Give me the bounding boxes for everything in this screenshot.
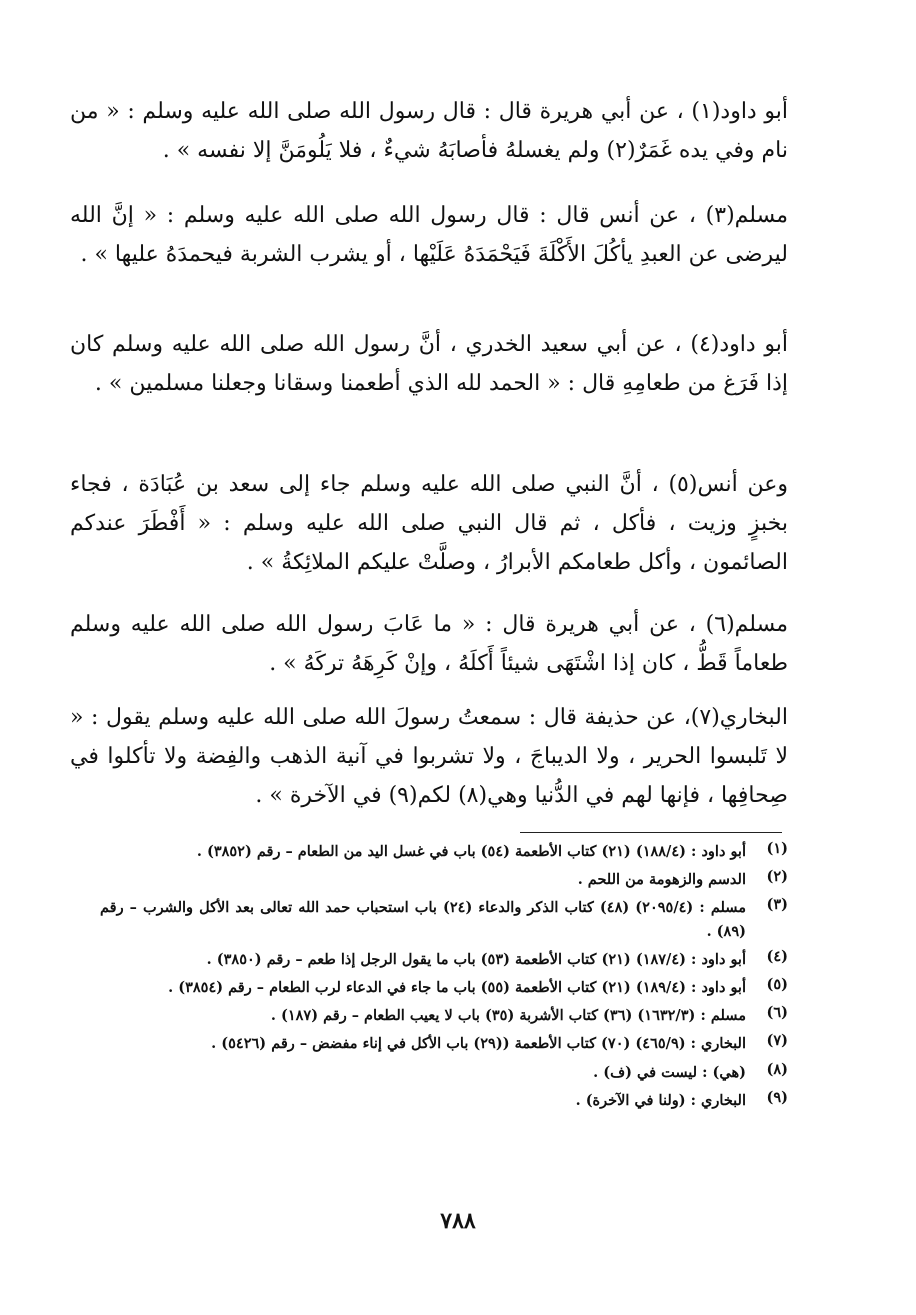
footnote-5 xyxy=(100,976,788,999)
hadith-paragraph-4: وعن أنس(٥) ، أنَّ النبي صلى الله عليه وسلم جاء إلى سعد بن عُبَادَة ، فجاء بخبزٍ وزيت ، فأكل ، ثم قال النبي صلى الله عليه وسلم : « أَفْطَرَ عندكم الصائمون ، وأكل طعامكم الأبرارُ ، وصلَّتْ عليكم الملائِكةُ » . xyxy=(70,472,789,576)
footnote-text: البخاري : (ولنا في الآخرة) . xyxy=(575,1091,746,1109)
footnote-number: (١) xyxy=(766,840,788,857)
footnote-7 xyxy=(100,1032,788,1055)
hadith-paragraph-1: أبو داود(١) ، عن أبي هريرة قال : قال رسول الله صلى الله عليه وسلم : « من نام وفي يده غَمَرٌ(٢) ولم يغسلهُ فأصابَهُ شيءٌ ، فلا يَلُومَنَّ إلا نفسه » . xyxy=(70,99,788,164)
footnotes xyxy=(100,840,788,1117)
footnote-4 xyxy=(100,948,788,971)
footnote-number: (٣) xyxy=(766,896,788,914)
footnote-text: مسلم : (١٦٣٢/٣) (٣٦) كتاب الأشربة (٣٥) باب لا يعيب الطعام – رقم (١٨٧) . xyxy=(270,1007,746,1025)
page-number: ٧٨٨ xyxy=(440,1208,476,1234)
footnote-text: الدسم والزهومة من اللحم . xyxy=(577,871,746,889)
footnote-8 xyxy=(100,1061,788,1084)
hadith-paragraph-6: البخاري(٧)، عن حذيفة قال : سمعتُ رسولَ الله صلى الله عليه وسلم يقول : « لا تَلبسوا الحرير ، ولا الديباجَ ، ولا تشربوا في آنية الذهب والفِضة ولا تأكلوا في صِحافِها ، فإنها لهم في الدُّنيا وهي(٨) لكم(٩) في الآخرة » . xyxy=(70,705,788,809)
hadith-paragraph-5: مسلم(٦) ، عن أبي هريرة قال : « ما عَابَ رسول الله صلى الله عليه وسلم طعاماً قَطُّ ، كان إذا اشْتَهَى شيئاً أَكلَهُ ، وإنْ كَرِهَهُ تركَهُ » . xyxy=(70,612,788,677)
footnote-number: (٧) xyxy=(766,1032,788,1050)
footnote-text: أبو داود : (١٨٧/٤) (٢١) كتاب الأطعمة (٥٣) باب ما يقول الرجل إذا طعم – رقم (٣٨٥٠) . xyxy=(206,950,746,968)
footnote-2 xyxy=(100,868,788,891)
footnote-text: أبو داود : (١٨٨/٤) (٢١) كتاب الأطعمة (٥٤) باب في غسل اليد من الطعام – رقم (٣٨٥٢) . xyxy=(196,843,746,860)
footnote-text: أبو داود : (١٨٩/٤) (٢١) كتاب الأطعمة (٥٥) باب ما جاء في الدعاء لرب الطعام – رقم (٣٨٥٤) . xyxy=(168,978,746,996)
hadith-paragraph-3: أبو داود(٤) ، عن أبي سعيد الخدري ، أنَّ رسول الله صلى الله عليه وسلم كان إذا فَرَغ من طعامِهِ قال : « الحمد لله الذي أطعمنا وسقانا وجعلنا مسلمين » . xyxy=(70,332,789,397)
footnote-number: (٤) xyxy=(766,947,788,965)
footnote-number: (٨) xyxy=(766,1060,788,1078)
footnote-divider xyxy=(520,832,782,833)
hadith-paragraph-2: مسلم(٣) ، عن أنس قال : قال رسول الله صلى الله عليه وسلم : « إنَّ الله ليرضى عن العبدِ يأكُلَ الأَكْلَةَ فَيَحْمَدَهُ عَلَيْها ، أو يشرب الشربة فيحمدَهُ عليها » . xyxy=(70,203,788,268)
footnote-text: مسلم : (٢٠٩٥/٤) (٤٨) كتاب الذكر والدعاء (٢٤) باب استحباب حمد الله تعالى بعد الأكل والشرب – رقم (٨٩) . xyxy=(100,899,746,940)
footnote-number: (٢) xyxy=(766,868,788,886)
footnote-3 xyxy=(100,896,788,942)
footnote-6 xyxy=(100,1004,788,1027)
footnote-number: (٦) xyxy=(766,1004,788,1022)
footnote-number: (٥) xyxy=(766,975,788,993)
footnote-text: (هي) : ليست في (ف) . xyxy=(593,1063,746,1081)
footnote-number: (٩) xyxy=(766,1088,788,1106)
footnote-9 xyxy=(100,1089,788,1112)
footnote-1 xyxy=(100,840,788,863)
footnote-text: البخاري : (٤٦٥/٩) (٧٠) كتاب الأطعمة ((٢٩) باب الأكل في إناء مفضض – رقم (٥٤٢٦) . xyxy=(211,1035,746,1053)
